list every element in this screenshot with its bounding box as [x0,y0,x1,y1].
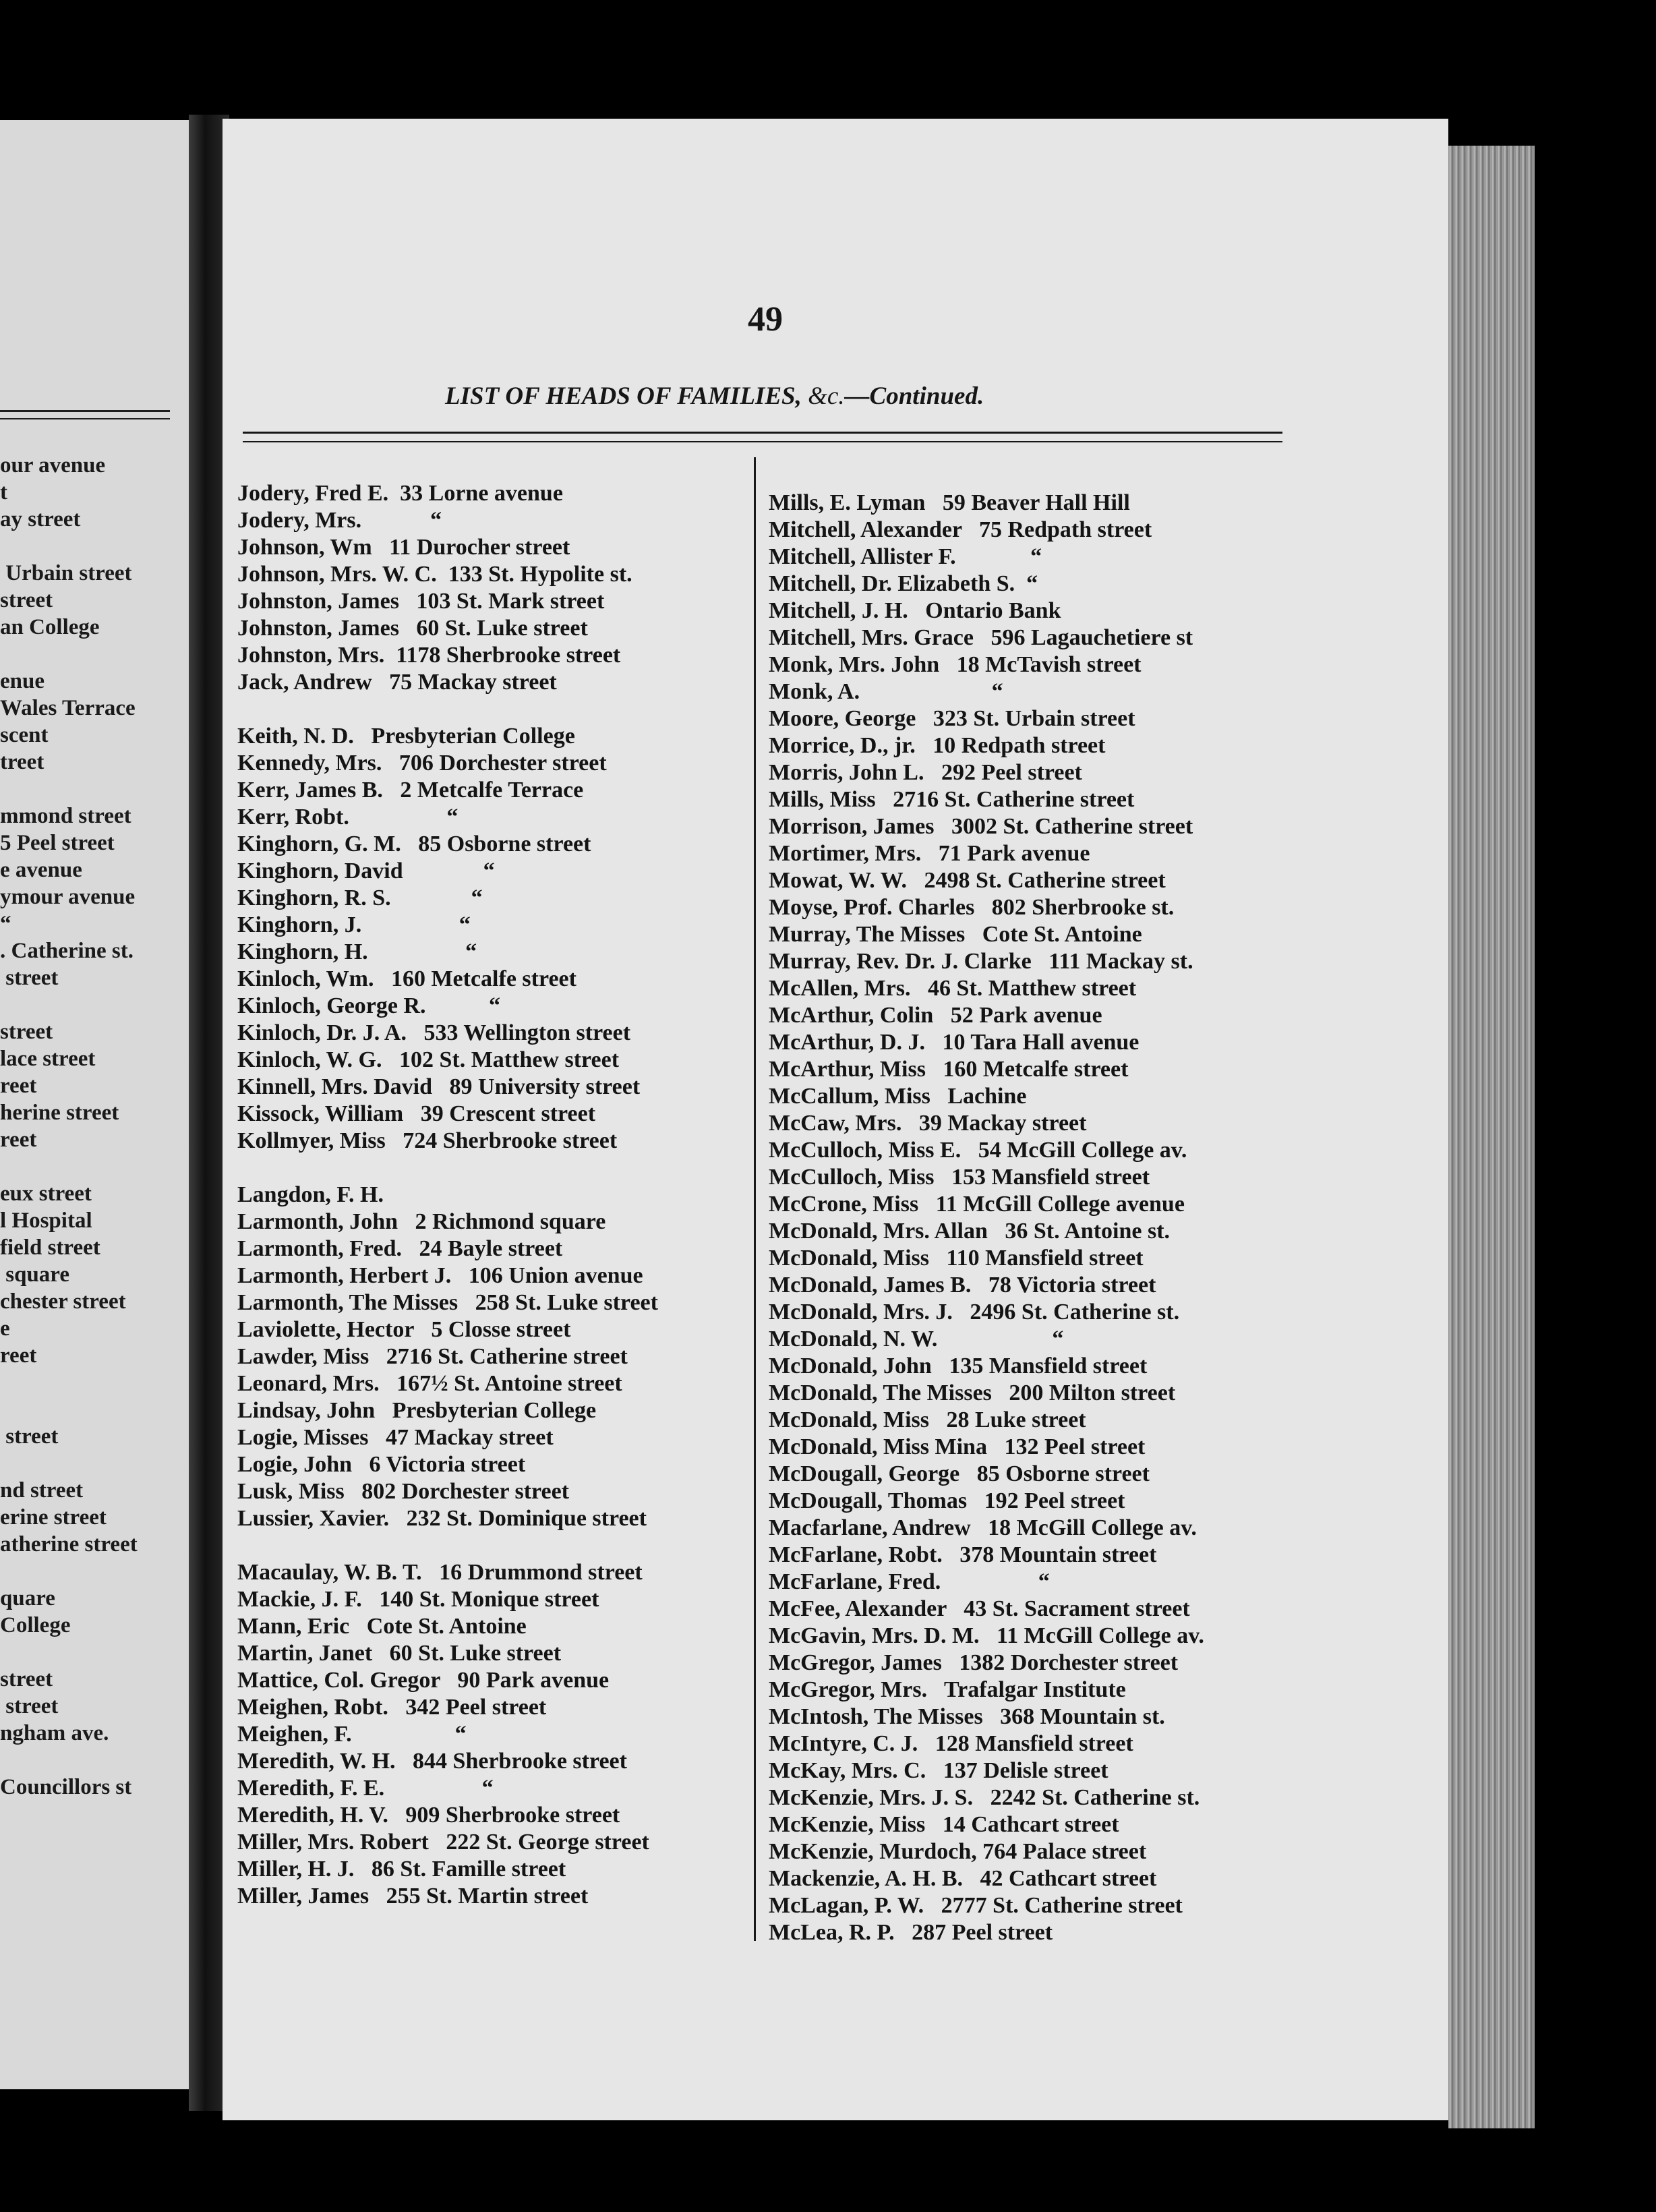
blank-line [0,1747,170,1774]
directory-entry: Mitchell, Mrs. Grace 596 Lagauchetiere st [769,625,1193,650]
left-page-line: atherine street [0,1532,138,1556]
directory-entry: Larmonth, John 2 Richmond square [237,1209,606,1234]
directory-entry: McKenzie, Murdoch, 764 Palace street [769,1839,1147,1864]
directory-entry: Mackenzie, A. H. B. 42 Cathcart street [769,1866,1157,1891]
directory-entry: McFarlane, Robt. 378 Mountain street [769,1542,1157,1567]
left-page-line: treet [0,750,45,774]
directory-entry: Murray, The Misses Cote St. Antoine [769,922,1142,947]
header-abbrev: &c. [808,382,845,410]
left-page-rule [0,410,170,412]
directory-entry: Kollmyer, Miss 724 Sherbrooke street [237,1128,618,1153]
left-page-line: reet [0,1074,37,1098]
directory-entry: McFarlane, Fred. “ [769,1569,1050,1594]
directory-entry: Mattice, Col. Gregor 90 Park avenue [237,1668,610,1693]
left-page-line: street [0,588,53,612]
directory-entry: Meredith, H. V. 909 Sherbrooke street [237,1803,620,1828]
directory-entry: Mitchell, Alexander 75 Redpath street [769,517,1152,542]
directory-entry: Logie, John 6 Victoria street [237,1452,526,1477]
left-page-line: “ [0,912,11,936]
left-page-line: our avenue [0,453,106,477]
directory-entry: Leonard, Mrs. 167½ St. Antoine street [237,1371,622,1396]
left-page-line: street [0,1667,53,1691]
directory-entry: Kinloch, W. G. 102 St. Matthew street [237,1047,620,1072]
directory-entry: Kinloch, Dr. J. A. 533 Wellington street [237,1020,631,1045]
directory-entry: McGregor, Mrs. Trafalgar Institute [769,1677,1126,1702]
directory-entry: Mitchell, J. H. Ontario Bank [769,598,1061,623]
blank-line [0,1558,170,1585]
directory-entry: McArthur, Colin 52 Park avenue [769,1003,1102,1028]
header-continued: —Continued. [844,382,984,410]
directory-entry: McArthur, Miss 160 Metcalfe street [769,1057,1129,1082]
left-page-line: l Hospital [0,1209,92,1233]
directory-entry: Lussier, Xavier. 232 St. Dominique street [237,1506,647,1531]
directory-entry: Morris, John L. 292 Peel street [769,760,1082,785]
directory-column-right [769,490,1301,1946]
directory-entry: McDonald, Mrs. J. 2496 St. Catherine st. [769,1300,1180,1325]
left-page-fragment [0,120,189,2089]
directory-entry: McKenzie, Mrs. J. S. 2242 St. Catherine st. [769,1785,1200,1810]
directory-entry: Monk, Mrs. John 18 McTavish street [769,652,1142,677]
left-page-line: square [0,1262,69,1287]
directory-entry: McGregor, James 1382 Dorchester street [769,1650,1179,1675]
left-page-line: t [0,480,7,504]
blank-line [0,776,170,803]
page-header [445,382,1133,411]
directory-entry: McDonald, John 135 Mansfield street [769,1354,1148,1378]
directory-entry: Mann, Eric Cote St. Antoine [237,1614,527,1639]
blank-line [237,1155,750,1182]
header-rule [243,432,1282,434]
left-page-line: ay street [0,507,81,531]
directory-entry: McCallum, Miss Lachine [769,1084,1027,1109]
directory-entry: Miller, H. J. 86 St. Famille street [237,1857,566,1882]
page-number: 49 [748,300,783,339]
blank-line [0,641,170,668]
blank-line [0,1396,170,1423]
blank-line [0,991,170,1018]
directory-entry: Langdon, F. H. [237,1182,384,1207]
left-page-line: erine street [0,1505,107,1530]
left-page-line: street [0,1020,53,1044]
directory-entry: Kinghorn, David “ [237,858,495,883]
left-page-line: street [0,1694,59,1718]
directory-entry: McLea, R. P. 287 Peel street [769,1920,1053,1945]
directory-entry: Johnson, Wm 11 Durocher street [237,535,570,560]
left-page-line: enue [0,669,45,693]
directory-entry: Jodery, Fred E. 33 Lorne avenue [237,481,563,506]
directory-entry: Morrice, D., jr. 10 Redpath street [769,733,1106,758]
directory-entry: Kinghorn, H. “ [237,939,477,964]
directory-entry: Kennedy, Mrs. 706 Dorchester street [237,751,607,776]
directory-entry: Morrison, James 3002 St. Catherine street [769,814,1193,839]
left-page-line: e avenue [0,858,82,882]
left-page-line: street [0,966,59,990]
left-page-line: an College [0,615,100,639]
directory-entry: Larmonth, Fred. 24 Bayle street [237,1236,563,1261]
directory-entry: Martin, Janet 60 St. Luke street [237,1641,562,1666]
directory-entry: Johnston, James 60 St. Luke street [237,616,588,641]
directory-entry: Laviolette, Hector 5 Closse street [237,1317,571,1342]
directory-entry: Mackie, J. F. 140 St. Monique street [237,1587,599,1612]
header-title: LIST OF HEADS OF FAMILIES, [445,382,802,410]
left-page-line: quare [0,1586,55,1610]
directory-entry: Moore, George 323 St. Urbain street [769,706,1135,731]
blank-line [0,1369,170,1396]
directory-entry: McDonald, Miss Mina 132 Peel street [769,1434,1146,1459]
directory-entry: Monk, A. “ [769,679,1003,704]
directory-entry: Meredith, F. E. “ [237,1776,494,1801]
left-page-line: College [0,1613,71,1637]
directory-entry: Lawder, Miss 2716 St. Catherine street [237,1344,628,1369]
directory-entry: Logie, Misses 47 Mackay street [237,1425,554,1450]
left-page-line: herine street [0,1101,119,1125]
blank-line [0,1153,170,1180]
directory-entry: McIntosh, The Misses 368 Mountain st. [769,1704,1165,1729]
directory-entry: Kinghorn, J. “ [237,912,471,937]
directory-entry: Larmonth, Herbert J. 106 Union avenue [237,1263,643,1288]
directory-entry: Meighen, F. “ [237,1722,467,1747]
directory-entry: Larmonth, The Misses 258 St. Luke street [237,1290,658,1315]
directory-entry: McDonald, Miss 28 Luke street [769,1407,1086,1432]
left-page-text-fragments [0,452,170,1801]
left-page-line: reet [0,1128,37,1152]
left-page-line: e [0,1316,10,1341]
directory-entry: Kissock, William 39 Crescent street [237,1101,596,1126]
left-page-line: Wales Terrace [0,696,136,720]
directory-entry: Macaulay, W. B. T. 16 Drummond street [237,1560,643,1585]
directory-entry: McArthur, D. J. 10 Tara Hall avenue [769,1030,1140,1055]
header-rule-secondary [243,441,1282,442]
directory-entry: Kinghorn, G. M. 85 Osborne street [237,832,591,856]
column-divider [754,457,756,1941]
left-page-line: ngham ave. [0,1721,109,1745]
directory-entry: Mitchell, Allister F. “ [769,544,1042,569]
blank-line [237,696,750,723]
directory-entry: Mortimer, Mrs. 71 Park avenue [769,841,1090,866]
left-page-line: ymour avenue [0,885,136,909]
directory-entry: McDonald, James B. 78 Victoria street [769,1273,1156,1298]
directory-entry: McKay, Mrs. C. 137 Delisle street [769,1758,1108,1783]
directory-entry: McDougall, Thomas 192 Peel street [769,1488,1125,1513]
directory-entry: Lusk, Miss 802 Dorchester street [237,1479,570,1504]
directory-entry: McDonald, The Misses 200 Milton street [769,1380,1176,1405]
directory-column-left [237,480,750,1910]
directory-entry: McIntyre, C. J. 128 Mansfield street [769,1731,1133,1756]
blank-line [0,533,170,560]
left-page-line: 5 Peel street [0,831,115,855]
left-page-line: field street [0,1235,100,1260]
left-page-rule-secondary [0,418,170,419]
left-page-line: scent [0,723,49,747]
directory-entry: Jodery, Mrs. “ [237,508,442,533]
directory-entry: Kinloch, Wm. 160 Metcalfe street [237,966,576,991]
directory-entry: McDougall, George 85 Osborne street [769,1461,1150,1486]
directory-entry: Johnston, James 103 St. Mark street [237,589,605,614]
directory-entry: Johnson, Mrs. W. C. 133 St. Hypolite st. [237,562,632,587]
directory-entry: Keith, N. D. Presbyterian College [237,724,575,749]
directory-entry: McFee, Alexander 43 St. Sacrament street [769,1596,1190,1621]
directory-entry: Kerr, James B. 2 Metcalfe Terrace [237,778,584,803]
directory-entry: Mills, E. Lyman 59 Beaver Hall Hill [769,490,1130,515]
directory-entry: Miller, Mrs. Robert 222 St. George street [237,1830,649,1855]
directory-entry: McCulloch, Miss E. 54 McGill College av. [769,1138,1187,1163]
directory-entry: McCrone, Miss 11 McGill College avenue [769,1192,1185,1217]
directory-entry: Moyse, Prof. Charles 802 Sherbrooke st. [769,895,1175,920]
left-page-line: chester street [0,1289,126,1314]
directory-entry: McAllen, Mrs. 46 St. Matthew street [769,976,1137,1001]
blank-line [0,1450,170,1477]
directory-entry: Kinghorn, R. S. “ [237,885,483,910]
directory-entry: Mills, Miss 2716 St. Catherine street [769,787,1135,812]
directory-entry: Lindsay, John Presbyterian College [237,1398,597,1423]
directory-entry: Miller, James 255 St. Martin street [237,1884,589,1909]
directory-entry: Murray, Rev. Dr. J. Clarke 111 Mackay st. [769,949,1193,974]
directory-entry: McDonald, Miss 110 Mansfield street [769,1246,1144,1271]
left-page-line: reet [0,1343,37,1368]
directory-entry: Johnston, Mrs. 1178 Sherbrooke street [237,643,621,668]
directory-entry: Kerr, Robt. “ [237,805,459,830]
directory-entry: McGavin, Mrs. D. M. 11 McGill College av. [769,1623,1204,1648]
directory-entry: McDonald, Mrs. Allan 36 St. Antoine st. [769,1219,1171,1244]
directory-entry: McCaw, Mrs. 39 Mackay street [769,1111,1087,1136]
left-page-line: Urbain street [0,561,132,585]
directory-entry: McLagan, P. W. 2777 St. Catherine street [769,1893,1183,1918]
left-page-line: mmond street [0,804,131,828]
blank-line [237,1532,750,1559]
directory-entry: Mowat, W. W. 2498 St. Catherine street [769,868,1166,893]
directory-entry: Jack, Andrew 75 Mackay street [237,670,557,695]
directory-entry: Macfarlane, Andrew 18 McGill College av. [769,1515,1197,1540]
left-page-line: eux street [0,1182,92,1206]
directory-entry: Meighen, Robt. 342 Peel street [237,1695,547,1720]
directory-entry: Meredith, W. H. 844 Sherbrooke street [237,1749,627,1774]
left-page-line: Councillors st [0,1775,132,1799]
left-page-line: lace street [0,1047,96,1071]
left-page-line: . Catherine st. [0,939,134,963]
directory-entry: McCulloch, Miss 153 Mansfield street [769,1165,1150,1190]
directory-entry: Kinloch, George R. “ [237,993,501,1018]
directory-entry: Mitchell, Dr. Elizabeth S. “ [769,571,1038,596]
directory-entry: McKenzie, Miss 14 Cathcart street [769,1812,1119,1837]
directory-entry: Kinnell, Mrs. David 89 University street [237,1074,641,1099]
page-edges [1448,146,1535,2128]
blank-line [0,1639,170,1666]
directory-entry: McDonald, N. W. “ [769,1327,1064,1351]
left-page-line: street [0,1424,59,1449]
left-page-line: nd street [0,1478,84,1503]
